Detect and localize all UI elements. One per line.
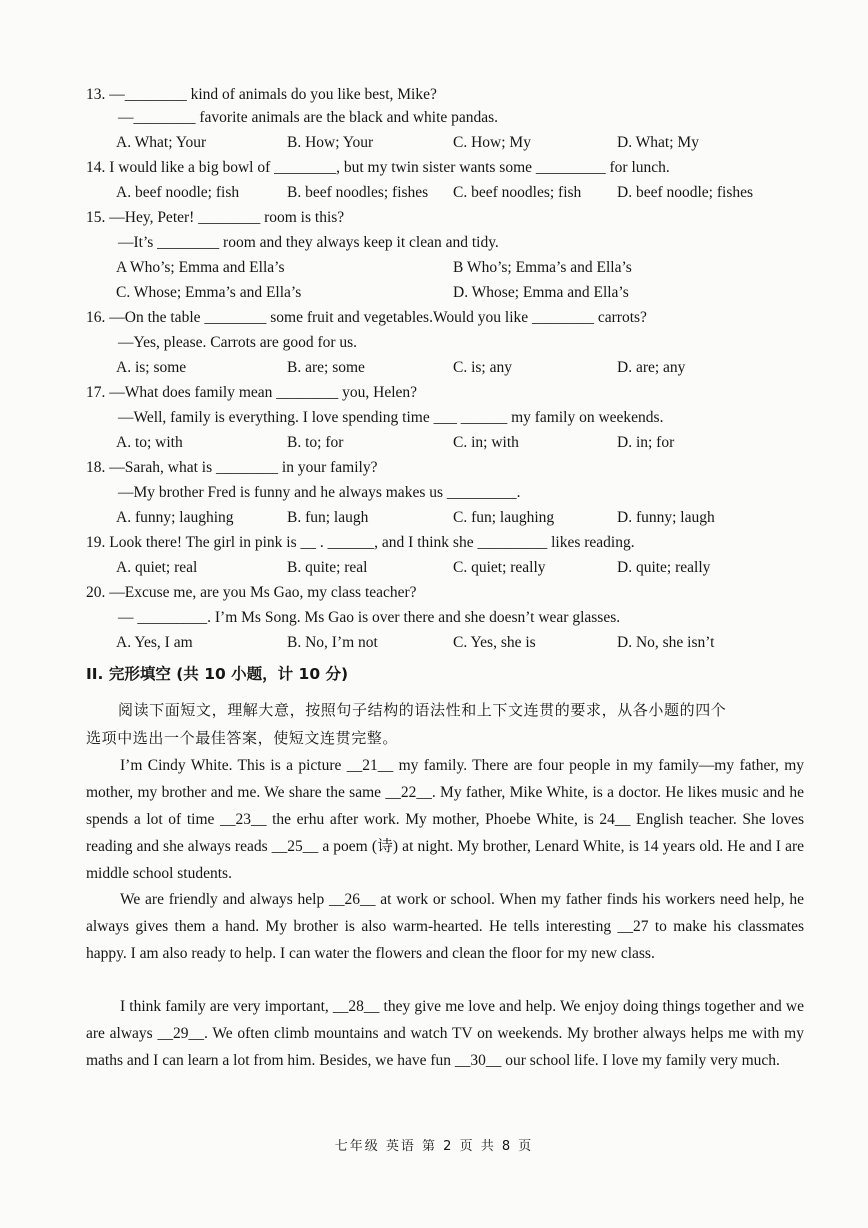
question-20-line-1: 20. —Excuse me, are you Ms Gao, my class teacher? [86,584,417,601]
question-14-option-d: D. beef noodle; fishes [617,184,754,201]
question-16-option-a: A. is; some [116,359,187,376]
question-17-line-2: —Well, family is everything. I love spending time ___ ______ my family on weekends. [118,409,664,426]
question-19-option-d: D. quite; really [617,559,711,576]
question-15-option-a: A Who’s; Emma and Ella’s [116,259,285,276]
question-13-option-c: C. How; My [453,134,531,151]
question-18-option-b: B. fun; laugh [287,509,369,526]
question-19-option-a: A. quiet; real [116,559,198,576]
question-16-line-1: 16. —On the table ________ some fruit and vegetables.Would you like ________ carrots? [86,309,647,326]
question-19-line-1: 19. Look there! The girl in pink is __ . ______, and I think she _________ likes reading. [86,534,635,551]
question-13-option-b: B. How; Your [287,134,374,151]
question-17-option-b: B. to; for [287,434,344,451]
question-20-line-2: — _________. I’m Ms Song. Ms Gao is over there and she doesn’t wear glasses. [118,609,621,626]
question-13-line-2: —________ favorite animals are the black and white pandas. [118,109,499,126]
question-18-option-a: A. funny; laughing [116,509,234,526]
passage-paragraph-1: I’m Cindy White. This is a picture __21__ my family. There are four people in my family—my father, my mother, my brother and me. We share the same __22__. My father, Mike White, is a doctor. He likes music and he spends a lot of time __23__ the erhu after work. My mother, Phoebe White, is 24__ English teacher. She loves reading and she always reads __25__ a poem (诗) at night. My brother, Lenard White, is 14 years old. He and I are middle school students. [86,757,804,882]
question-16-option-c: C. is; any [453,359,512,376]
question-14-option-a: A. beef noodle; fish [116,184,240,201]
question-18-line-2: —My brother Fred is funny and he always makes us _________. [118,484,521,501]
question-20-option-c: C. Yes, she is [453,634,536,651]
question-16-option-d: D. are; any [617,359,686,376]
question-13-line-1: 13. —________ kind of animals do you like best, Mike? [86,86,437,103]
question-20-option-a: A. Yes, I am [116,634,193,651]
question-17-option-d: D. in; for [617,434,675,451]
question-18-option-d: D. funny; laugh [617,509,715,526]
question-18-option-c: C. fun; laughing [453,509,555,526]
section-instruction-line-2: 选项中选出一个最佳答案，使短文连贯完整。 [86,729,399,747]
question-13-option-a: A. What; Your [116,134,207,151]
question-19-option-b: B. quite; real [287,559,368,576]
passage-paragraph-2: We are friendly and always help __26__ at work or school. When my father finds his workers need help, he always gives them a hand. My brother is also warm-hearted. He tells interesting __27 to make his classmates happy. I am also ready to help. I can water the flowers and clean the floor for my new class. [86,891,804,962]
question-17-line-1: 17. —What does family mean ________ you, Helen? [86,384,418,401]
question-16-line-2: —Yes, please. Carrots are good for us. [118,334,358,351]
question-14-option-c: C. beef noodles; fish [453,184,582,201]
page-footer: 七年级 英语 第 2 页 共 8 页 [334,1139,534,1154]
question-18-line-1: 18. —Sarah, what is ________ in your family? [86,459,378,476]
question-13-option-d: D. What; My [617,134,699,151]
question-16-option-b: B. are; some [287,359,365,376]
question-19-option-c: C. quiet; really [453,559,546,576]
passage-paragraph-3: I think family are very important, __28__ they give me love and help. We enjoy doing things together and we are always __29__. We often climb mountains and watch TV on weekends. My brother always helps me with my maths and I can learn a lot from him. Besides, we have fun __30__ our school life. I love my family very much. [86,998,804,1069]
question-15-line-1: 15. —Hey, Peter! ________ room is this? [86,209,345,226]
question-15-line-2: —It’s ________ room and they always keep it clean and tidy. [118,234,499,251]
question-15-option-b: B Who’s; Emma’s and Ella’s [453,259,632,276]
section-instruction-line-1: 阅读下面短文，理解大意，按照句子结构的语法性和上下文连贯的要求，从各小题的四个 [118,701,727,719]
question-15-option-d: D. Whose; Emma and Ella’s [453,284,629,301]
question-14-line-1: 14. I would like a big bowl of ________, but my twin sister wants some _________ for lunch. [86,159,670,176]
question-20-option-d: D. No, she isn’t [617,634,715,651]
question-20-option-b: B. No, I’m not [287,634,378,651]
question-17-option-a: A. to; with [116,434,183,451]
question-15-option-c: C. Whose; Emma’s and Ella’s [116,284,302,301]
question-17-option-c: C. in; with [453,434,519,451]
question-14-option-b: B. beef noodles; fishes [287,184,429,201]
section-title: II. 完形填空 (共 10 小题，计 10 分) [86,665,349,683]
